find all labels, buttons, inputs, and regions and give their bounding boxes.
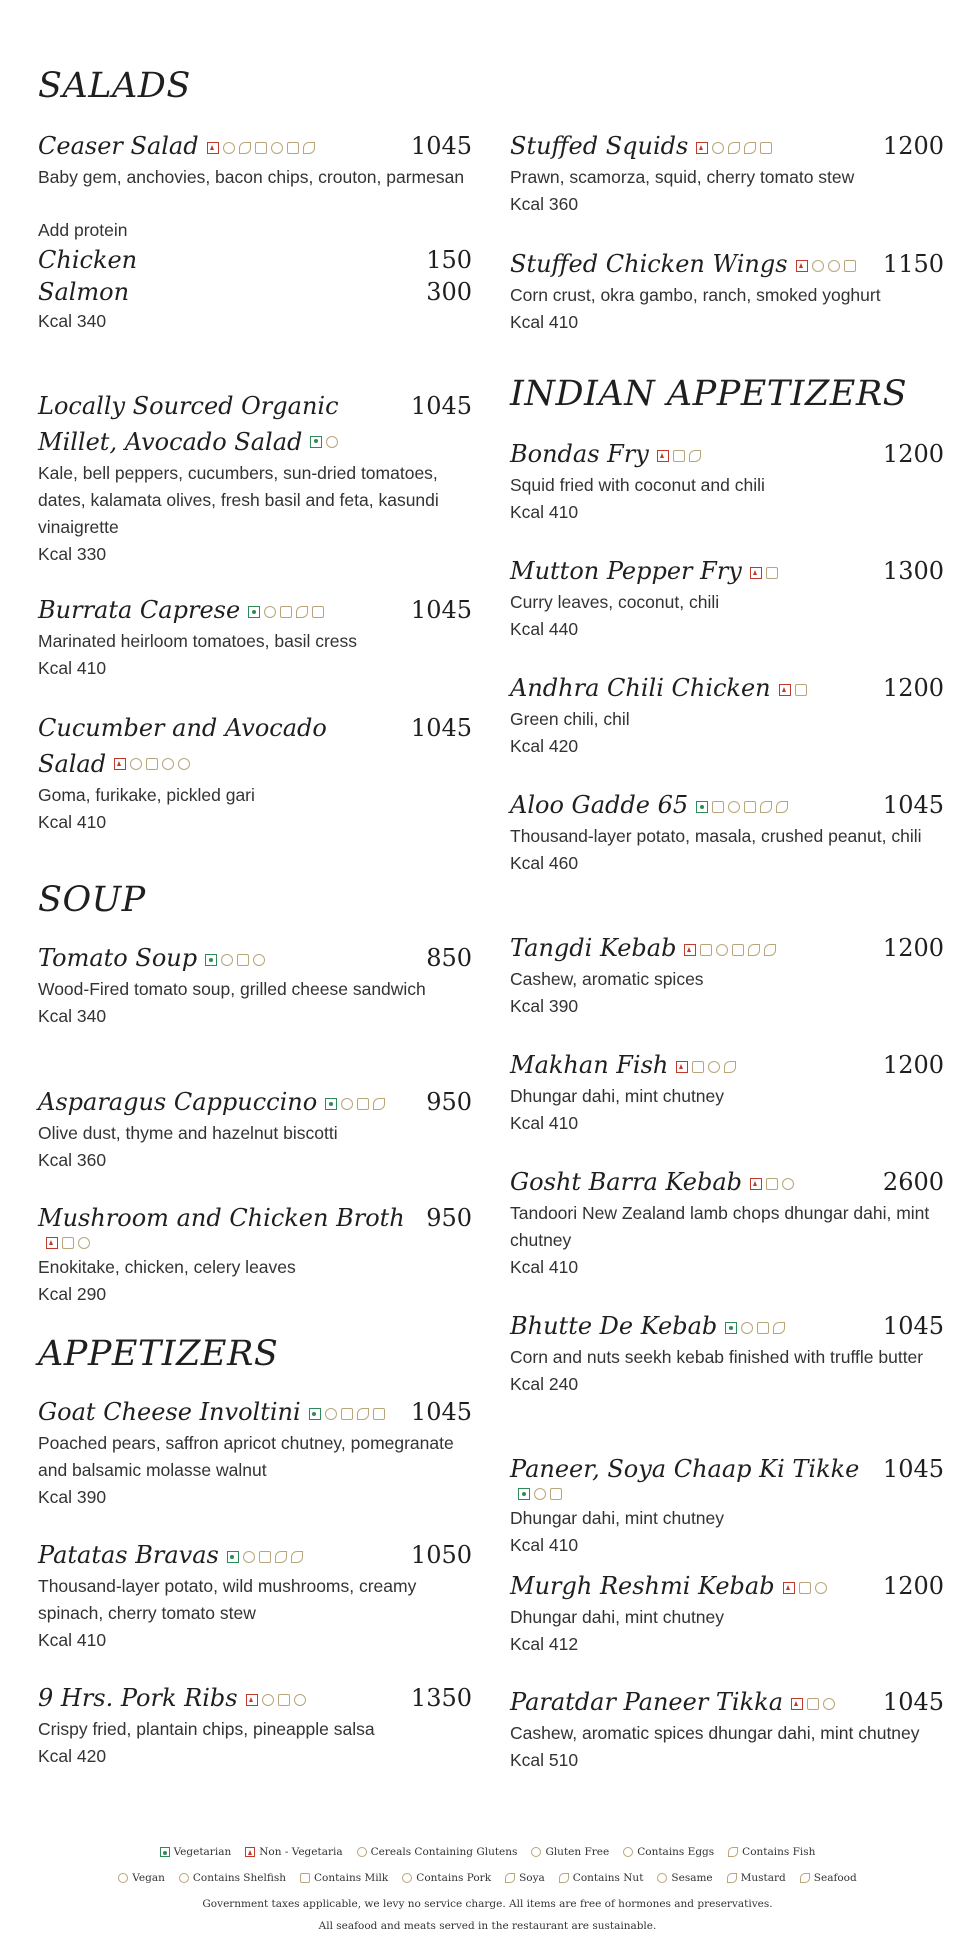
gluten-free-icon (531, 1847, 541, 1857)
item-price: 1045 (882, 1688, 944, 1716)
item-kcal: Kcal 420 (510, 736, 579, 756)
menu-item-paratdar-paneer-tikka (510, 1684, 944, 1774)
diet-badges (684, 944, 776, 956)
menu-item-caesar-salad (38, 128, 472, 335)
veg-icon (227, 1551, 239, 1563)
menu-item-millet-salad (38, 388, 472, 568)
item-kcal: Kcal 330 (38, 544, 107, 564)
footer-note-2: All seafood and meats served in the restaurant are sustainable. (318, 1920, 657, 1932)
legend-label: Contains Milk (314, 1872, 389, 1884)
milk-icon (744, 801, 756, 813)
diet-badges (779, 684, 807, 696)
gluten-icon (823, 1698, 835, 1710)
pork-icon (402, 1873, 412, 1883)
diet-badges (783, 1582, 827, 1594)
item-description: Enokitake, chicken, celery leaves (38, 1257, 296, 1277)
item-name: Asparagus Cappuccino (38, 1088, 318, 1116)
item-name: Gosht Barra Kebab (510, 1168, 743, 1196)
gluten-icon (708, 1061, 720, 1073)
item-description: Cashew, aromatic spices (510, 969, 704, 989)
item-name: Paratdar Paneer Tikka (510, 1688, 783, 1716)
diet-badges (310, 436, 338, 448)
mustard-icon (727, 1873, 737, 1883)
milk-icon (255, 142, 267, 154)
diet-badges (796, 260, 856, 272)
non-veg-icon (46, 1237, 58, 1249)
diet-badges (205, 954, 265, 966)
menu-item-mushroom-broth (38, 1200, 472, 1308)
veg-icon (725, 1322, 737, 1334)
nut-icon (748, 944, 760, 956)
item-kcal: Kcal 340 (38, 1006, 107, 1026)
legend-label: Seafood (813, 1872, 857, 1884)
diet-badges (46, 1237, 90, 1249)
item-kcal: Kcal 440 (510, 619, 579, 639)
milk-icon (766, 567, 778, 579)
nut-icon (296, 606, 308, 618)
non-veg-icon (114, 758, 126, 770)
legend-label: Gluten Free (545, 1846, 610, 1858)
non-veg-icon (684, 944, 696, 956)
milk-icon (844, 260, 856, 272)
veg-icon (518, 1488, 530, 1500)
milk-icon (312, 606, 324, 618)
item-description: Green chili, chil (510, 709, 630, 729)
item-name: Murgh Reshmi Kebab (510, 1572, 775, 1600)
non-veg-icon (750, 1178, 762, 1190)
footer-note-1: Government taxes applicable, we levy no service charge. All items are free of hormones and preservatives. (202, 1898, 773, 1910)
menu-item-tangdi-kebab (510, 930, 944, 1020)
menu-item-andhra-chili-chicken (510, 670, 944, 760)
milk-icon (799, 1582, 811, 1594)
veg-icon (696, 801, 708, 813)
mustard-icon (291, 1551, 303, 1563)
gluten-free-icon (264, 606, 276, 618)
legend-label: Vegetarian (173, 1846, 232, 1858)
section-title-salads: SALADS (38, 66, 191, 106)
menu-item-makhan-fish (510, 1047, 944, 1137)
non-veg-icon (245, 1847, 255, 1857)
gluten-icon (716, 944, 728, 956)
addon-chicken (38, 244, 472, 276)
item-price: 1200 (882, 674, 944, 702)
non-veg-icon (783, 1582, 795, 1594)
non-veg-icon (207, 142, 219, 154)
sesame-icon (178, 758, 190, 770)
veg-icon (309, 1408, 321, 1420)
gluten-icon (815, 1582, 827, 1594)
milk-icon (357, 1098, 369, 1110)
diet-badges (246, 1694, 306, 1706)
legend-label: Contains Pork (416, 1872, 492, 1884)
nut-icon (773, 1322, 785, 1334)
menu-item-asparagus (38, 1084, 472, 1174)
mustard-icon (303, 142, 315, 154)
item-description: Prawn, scamorza, squid, cherry tomato stew (510, 167, 855, 187)
addon-price: 150 (426, 246, 472, 274)
milk-icon (760, 142, 772, 154)
non-veg-icon (791, 1698, 803, 1710)
nut-icon (373, 1098, 385, 1110)
item-name: Andhra Chili Chicken (510, 674, 771, 702)
fish-icon (239, 142, 251, 154)
menu-item-stuffed-squids (510, 128, 944, 218)
item-price: 1045 (882, 1455, 944, 1483)
milk-icon (146, 758, 158, 770)
item-price: 1200 (882, 1572, 944, 1600)
item-price: 1045 (882, 791, 944, 819)
mustard-icon (776, 801, 788, 813)
item-description: Dhungar dahi, mint chutney (510, 1508, 725, 1528)
diet-badges (791, 1698, 835, 1710)
diet-badges (750, 1178, 794, 1190)
milk-icon (278, 1694, 290, 1706)
milk-icon (673, 450, 685, 462)
item-price: 1300 (882, 557, 944, 585)
legend-label: Contains Shelfish (192, 1872, 286, 1884)
menu-item-patatas-bravas (38, 1537, 472, 1654)
item-name: Mushroom and Chicken Broth (38, 1204, 405, 1232)
legend (0, 1846, 975, 1932)
menu-item-murgh-reshmi-kebab (510, 1568, 944, 1658)
item-name: Burrata Caprese (38, 596, 241, 624)
item-price: 1045 (882, 1312, 944, 1340)
sesame-icon (657, 1873, 667, 1883)
pork-icon (294, 1694, 306, 1706)
item-name: Tangdi Kebab (510, 934, 677, 962)
diet-badges (207, 142, 315, 154)
item-kcal: Kcal 410 (510, 1535, 579, 1555)
section-title-appetizers: APPETIZERS (38, 1334, 279, 1374)
milk-icon (373, 1408, 385, 1420)
item-description: Corn crust, okra gambo, ranch, smoked yoghurt (510, 285, 881, 305)
gluten-icon (262, 1694, 274, 1706)
nut-icon (559, 1873, 569, 1883)
veg-icon (205, 954, 217, 966)
gluten-icon (534, 1488, 546, 1500)
item-kcal: Kcal 290 (38, 1284, 107, 1304)
item-name: Mutton Pepper Fry (510, 557, 742, 585)
item-kcal: Kcal 390 (510, 996, 579, 1016)
item-kcal: Kcal 420 (38, 1746, 107, 1766)
item-description: Corn and nuts seekh kebab finished with truffle butter (510, 1347, 924, 1367)
milk-icon (300, 1873, 310, 1883)
item-price: 850 (426, 944, 472, 972)
item-kcal: Kcal 240 (510, 1374, 579, 1394)
item-description: Goma, furikake, pickled gari (38, 785, 255, 805)
item-description: Cashew, aromatic spices dhungar dahi, mint chutney (510, 1723, 920, 1743)
item-kcal: Kcal 340 (38, 311, 107, 331)
milk-icon (757, 1322, 769, 1334)
milk-icon (692, 1061, 704, 1073)
legend-row-2 (0, 1872, 975, 1884)
nut-icon (760, 801, 772, 813)
nut-icon (744, 142, 756, 154)
non-veg-icon (779, 684, 791, 696)
item-kcal: Kcal 360 (38, 1150, 107, 1170)
item-description: Dhungar dahi, mint chutney (510, 1607, 725, 1627)
eggs-icon (623, 1847, 633, 1857)
vegan-icon (130, 758, 142, 770)
item-kcal: Kcal 410 (38, 1630, 107, 1650)
item-name: Stuffed Chicken Wings (510, 250, 788, 278)
item-description: Thousand-layer potato, wild mushrooms, creamy spinach, cherry tomato stew (38, 1576, 417, 1623)
diet-badges (750, 567, 778, 579)
item-name: Locally Sourced Organic Millet, Avocado Salad (38, 392, 339, 456)
item-kcal: Kcal 390 (38, 1487, 107, 1507)
menu-item-paneer-soya-chaap (510, 1451, 944, 1559)
milk-icon (62, 1237, 74, 1249)
item-price: 950 (426, 1204, 472, 1232)
item-price: 950 (426, 1088, 472, 1116)
milk-icon (287, 142, 299, 154)
item-description: Wood-Fired tomato soup, grilled cheese sandwich (38, 979, 426, 999)
sesame-icon (253, 954, 265, 966)
pork-icon (271, 142, 283, 154)
menu-item-burrata (38, 592, 472, 682)
item-name: Bondas Fry (510, 440, 649, 468)
gluten-icon (357, 1847, 367, 1857)
add-protein-label: Add protein (38, 220, 128, 240)
item-description: Dhungar dahi, mint chutney (510, 1086, 725, 1106)
milk-icon (259, 1551, 271, 1563)
item-price: 1045 (410, 596, 472, 624)
section-title-soup: SOUP (38, 880, 146, 920)
item-description: Curry leaves, coconut, chili (510, 592, 720, 612)
non-veg-icon (657, 450, 669, 462)
item-name: Cucumber and Avocado Salad (38, 714, 327, 778)
item-description: Tandoori New Zealand lamb chops dhungar dahi, mint chutney (510, 1203, 930, 1250)
milk-icon (732, 944, 744, 956)
item-name: Bhutte De Kebab (510, 1312, 718, 1340)
item-price: 1150 (882, 250, 944, 278)
menu-item-gosht-barra-kebab (510, 1164, 944, 1281)
soya-icon (764, 944, 776, 956)
shellfish-icon (812, 260, 824, 272)
item-price: 1350 (410, 1684, 472, 1712)
menu-item-cucumber-avocado (38, 710, 472, 836)
item-description: Marinated heirloom tomatoes, basil cress (38, 631, 358, 651)
gluten-icon (326, 436, 338, 448)
legend-label: Soya (519, 1872, 545, 1884)
item-description: Poached pears, saffron apricot chutney, pomegranate and balsamic molasse walnut (38, 1433, 454, 1480)
shellfish-icon (179, 1873, 189, 1883)
addon-salmon (38, 276, 472, 308)
gluten-free-icon (712, 142, 724, 154)
item-name: Aloo Gadde 65 (510, 791, 689, 819)
veg-icon (325, 1098, 337, 1110)
mustard-icon (728, 142, 740, 154)
legend-label: Contains Nut (572, 1872, 644, 1884)
addon-name: Chicken (38, 246, 138, 274)
milk-icon (700, 944, 712, 956)
menu-item-mutton-pepper-fry (510, 553, 944, 643)
addon-name: Salmon (38, 278, 130, 306)
vegan-icon (118, 1873, 128, 1883)
milk-icon (766, 1178, 778, 1190)
item-description: Crispy fried, plantain chips, pineapple salsa (38, 1719, 375, 1739)
gluten-icon (828, 260, 840, 272)
item-name: Paneer, Soya Chaap Ki Tikke (510, 1455, 860, 1483)
section-title-indian-appetizers: INDIAN APPETIZERS (510, 374, 908, 414)
item-description: Squid fried with coconut and chili (510, 475, 765, 495)
menu-item-pork-ribs (38, 1680, 472, 1770)
item-price: 2600 (882, 1168, 944, 1196)
item-kcal: Kcal 410 (38, 658, 107, 678)
diet-badges (325, 1098, 385, 1110)
menu-item-bondas-fry (510, 436, 944, 526)
non-veg-icon (750, 567, 762, 579)
item-description: Kale, bell peppers, cucumbers, sun-dried tomatoes, dates, kalamata olives, fresh basil and feta, kasundi vinaigrette (38, 463, 439, 537)
legend-row-1 (0, 1846, 975, 1858)
item-name: Makhan Fish (510, 1051, 669, 1079)
item-kcal: Kcal 410 (510, 1257, 579, 1277)
milk-icon (341, 1408, 353, 1420)
diet-badges (248, 606, 324, 618)
legend-label: Contains Eggs (637, 1846, 715, 1858)
diet-badges (657, 450, 701, 462)
menu-item-bhutte-de-kebab (510, 1308, 944, 1398)
seafood-icon (689, 450, 701, 462)
item-kcal: Kcal 410 (510, 502, 579, 522)
milk-icon (712, 801, 724, 813)
diet-badges (114, 758, 190, 770)
item-name: Patatas Bravas (38, 1541, 219, 1569)
legend-label: Vegan (132, 1872, 165, 1884)
item-description: Thousand-layer potato, masala, crushed peanut, chili (510, 826, 922, 846)
menu-item-tomato-soup (38, 940, 472, 1030)
fish-icon (724, 1061, 736, 1073)
item-price: 1045 (410, 132, 472, 160)
gluten-icon (741, 1322, 753, 1334)
diet-badges (518, 1488, 562, 1500)
item-price: 1200 (882, 1051, 944, 1079)
nut-icon (275, 1551, 287, 1563)
item-price: 1200 (882, 132, 944, 160)
non-veg-icon (696, 142, 708, 154)
soya-icon (505, 1873, 515, 1883)
item-name: Tomato Soup (38, 944, 198, 972)
item-name: 9 Hrs. Pork Ribs (38, 1684, 238, 1712)
menu-item-stuffed-chicken-wings (510, 246, 944, 336)
legend-label: Mustard (740, 1872, 786, 1884)
item-kcal: Kcal 410 (510, 312, 579, 332)
diet-badges (309, 1408, 385, 1420)
item-price: 1045 (410, 1398, 472, 1426)
item-kcal: Kcal 510 (510, 1750, 579, 1770)
gluten-icon (325, 1408, 337, 1420)
diet-badges (725, 1322, 785, 1334)
milk-icon (237, 954, 249, 966)
eggs-icon (162, 758, 174, 770)
item-description: Baby gem, anchovies, bacon chips, crouton, parmesan (38, 167, 465, 187)
veg-icon (248, 606, 260, 618)
non-veg-icon (796, 260, 808, 272)
item-kcal: Kcal 460 (510, 853, 579, 873)
eggs-icon (78, 1237, 90, 1249)
item-kcal: Kcal 410 (38, 812, 107, 832)
item-description: Olive dust, thyme and hazelnut biscotti (38, 1123, 338, 1143)
veg-icon (310, 436, 322, 448)
gluten-icon (728, 801, 740, 813)
item-price: 1045 (410, 714, 472, 742)
item-price: 1200 (882, 934, 944, 962)
gluten-icon (341, 1098, 353, 1110)
item-name: Goat Cheese Involtini (38, 1398, 301, 1426)
item-kcal: Kcal 410 (510, 1113, 579, 1133)
menu-item-aloo-gadde-65 (510, 787, 944, 877)
menu-item-goat-cheese (38, 1394, 472, 1511)
legend-label: Contains Fish (742, 1846, 816, 1858)
milk-icon (795, 684, 807, 696)
addon-price: 300 (426, 278, 472, 306)
diet-badges (696, 142, 772, 154)
seafood-icon (800, 1873, 810, 1883)
nut-icon (357, 1408, 369, 1420)
non-veg-icon (676, 1061, 688, 1073)
item-price: 1045 (410, 392, 472, 420)
item-kcal: Kcal 412 (510, 1634, 579, 1654)
item-name: Ceaser Salad (38, 132, 199, 160)
gluten-icon (221, 954, 233, 966)
item-name: Stuffed Squids (510, 132, 689, 160)
diet-badges (696, 801, 788, 813)
gluten-icon (223, 142, 235, 154)
item-price: 1200 (882, 440, 944, 468)
legend-label: Cereals Containing Glutens (370, 1846, 518, 1858)
item-kcal: Kcal 360 (510, 194, 579, 214)
gluten-icon (782, 1178, 794, 1190)
gluten-icon (243, 1551, 255, 1563)
legend-label: Sesame (671, 1872, 713, 1884)
legend-label: Non - Vegetaria (259, 1846, 343, 1858)
diet-badges (676, 1061, 736, 1073)
diet-badges (227, 1551, 303, 1563)
milk-icon (550, 1488, 562, 1500)
veg-icon (160, 1847, 170, 1857)
non-veg-icon (246, 1694, 258, 1706)
milk-icon (280, 606, 292, 618)
fish-icon (728, 1847, 738, 1857)
milk-icon (807, 1698, 819, 1710)
item-price: 1050 (410, 1541, 472, 1569)
